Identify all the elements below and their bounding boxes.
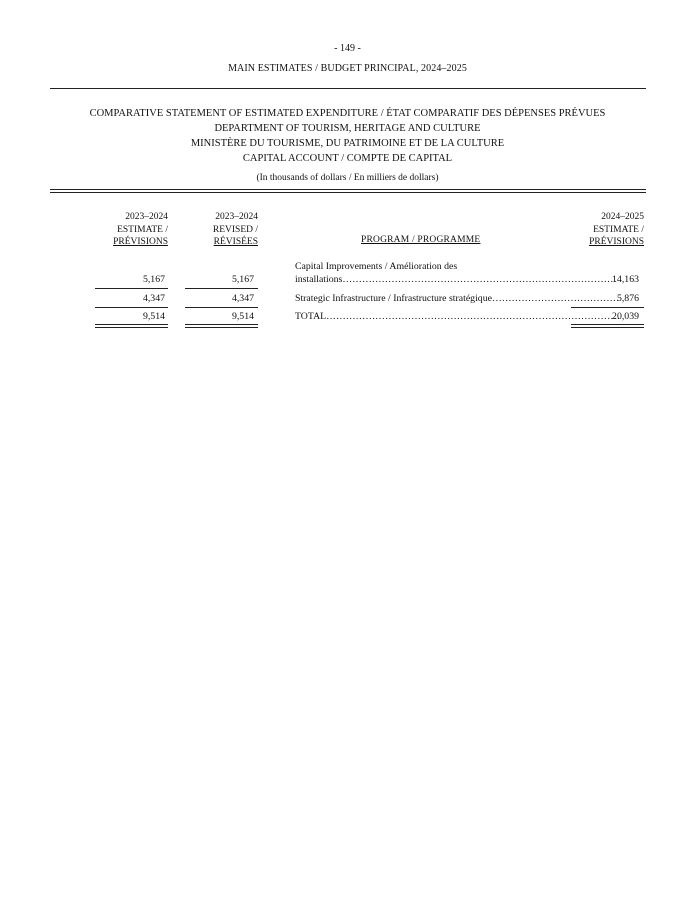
column-header-label-fr: PRÉVISIONS bbox=[589, 237, 644, 247]
total-revised-2023: 9,514 bbox=[231, 311, 254, 322]
program-name bbox=[295, 293, 620, 304]
department-name-fr: MINISTÈRE DU TOURISME, DU PATRIMOINE ET DE LA CULTURE bbox=[190, 138, 505, 149]
column-header-label-en: REVISED / bbox=[212, 224, 258, 235]
header-rule bbox=[50, 88, 646, 89]
column-header-estimate-2023 bbox=[100, 211, 168, 249]
subtotal-rule bbox=[95, 288, 168, 289]
estimate-2023-value: 4,347 bbox=[142, 293, 165, 304]
account-name: CAPITAL ACCOUNT / COMPTE DE CAPITAL bbox=[242, 153, 453, 164]
title-double-rule bbox=[50, 189, 646, 193]
program-name: Capital Improvements / Amélioration des bbox=[295, 261, 458, 272]
estimate-2024-value: 5,876 bbox=[616, 293, 639, 304]
total-rule bbox=[95, 307, 168, 308]
total-rule bbox=[571, 307, 644, 308]
total-estimate-2023: 9,514 bbox=[142, 311, 165, 322]
dot-leader: ………………………………… bbox=[491, 293, 620, 304]
program-name-continued bbox=[295, 274, 617, 285]
program-name-text: Strategic Infrastructure / Infrastructure stratégique bbox=[295, 293, 492, 304]
column-header-label-en: ESTIMATE / bbox=[593, 224, 644, 235]
column-header-label-fr: PRÉVISIONS bbox=[113, 237, 168, 247]
page-number: - 149 - bbox=[334, 43, 361, 54]
column-header-year: 2023–2024 bbox=[215, 212, 258, 222]
total-label-text: TOTAL bbox=[295, 311, 327, 322]
dot-leader: ……………………………………………………………………………… bbox=[326, 311, 621, 322]
revised-2023-value: 4,347 bbox=[231, 293, 254, 304]
column-header-label-en: ESTIMATE / bbox=[117, 224, 168, 235]
revised-2023-value: 5,167 bbox=[231, 274, 254, 285]
column-header-program: PROGRAM / PROGRAMME bbox=[361, 235, 481, 245]
statement-title: COMPARATIVE STATEMENT OF ESTIMATED EXPENDITURE / ÉTAT COMPARATIF DES DÉPENSES PRÉVUES bbox=[89, 108, 606, 119]
subtotal-rule bbox=[185, 288, 258, 289]
total-estimate-2024: 20,039 bbox=[612, 311, 639, 322]
column-header-estimate-2024 bbox=[574, 211, 644, 249]
dot-leader: ………………………………………………………………………… bbox=[342, 274, 617, 285]
total-double-rule bbox=[95, 324, 168, 328]
estimate-2024-value: 14,163 bbox=[612, 274, 639, 285]
total-double-rule bbox=[571, 324, 644, 328]
department-name-en: DEPARTMENT OF TOURISM, HERITAGE AND CULTURE bbox=[214, 123, 481, 134]
running-title: MAIN ESTIMATES / BUDGET PRINCIPAL, 2024–2025 bbox=[228, 63, 467, 74]
column-header-year: 2023–2024 bbox=[125, 212, 168, 222]
column-header-label-fr: RÉVISÉES bbox=[213, 237, 258, 247]
column-header-revised-2023 bbox=[190, 211, 258, 249]
total-label bbox=[295, 311, 621, 322]
column-header-year: 2024–2025 bbox=[601, 212, 644, 222]
total-rule bbox=[185, 307, 258, 308]
units-note: (In thousands of dollars / En milliers de dollars) bbox=[256, 173, 439, 183]
estimate-2023-value: 5,167 bbox=[142, 274, 165, 285]
total-double-rule bbox=[185, 324, 258, 328]
program-name-text: installations bbox=[295, 274, 343, 285]
